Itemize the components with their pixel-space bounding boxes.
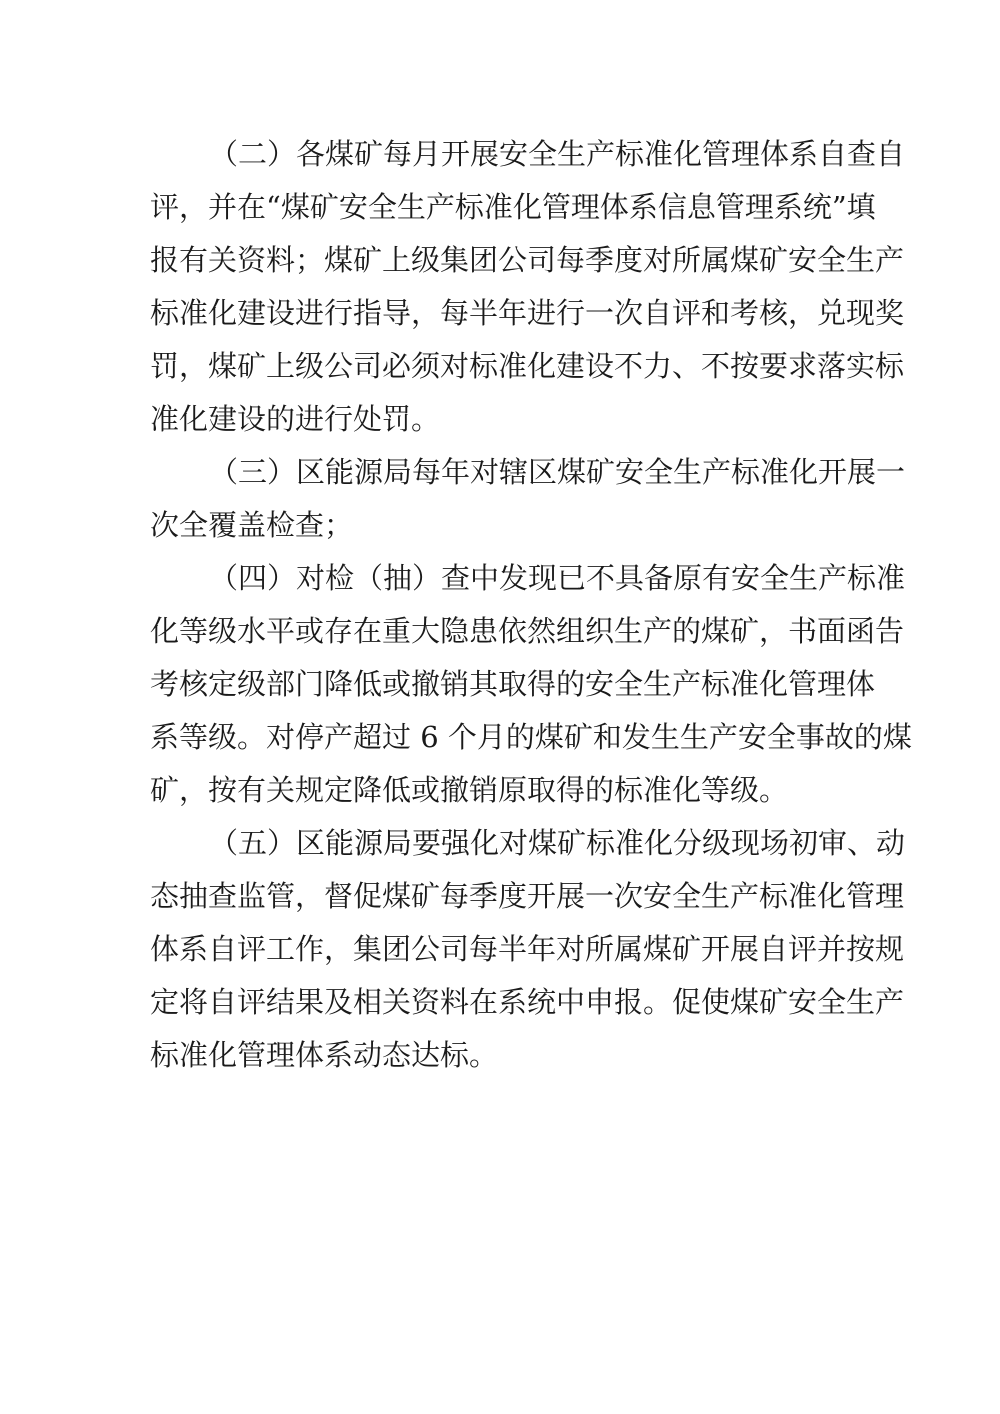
paragraph-5-line-3: 体系自评工作，集团公司每半年对所属煤矿开展自评并按规	[150, 932, 905, 966]
paragraph-4-line-3: 考核定级部门降低或撤销其取得的安全生产标准化管理体	[150, 667, 876, 701]
paragraph-2-line-6: 准化建设的进行处罚。	[150, 402, 441, 436]
paragraph-4-line-5: 矿，按有关规定降低或撤销原取得的标准化等级。	[150, 773, 789, 807]
paragraph-3-line-2: 次全覆盖检查；	[150, 508, 354, 542]
paragraph-2-line-1: （二）各煤矿每月开展安全生产标准化管理体系自查自	[209, 137, 906, 171]
paragraph-4-line-4: 系等级。对停产超过 6 个月的煤矿和发生生产安全事故的煤	[150, 720, 912, 754]
paragraph-5-line-1: （五）区能源局要强化对煤矿标准化分级现场初审、动	[209, 826, 906, 860]
paragraph-3-line-1: （三）区能源局每年对辖区煤矿安全生产标准化开展一	[209, 455, 906, 489]
paragraph-5-line-4: 定将自评结果及相关资料在系统中申报。促使煤矿安全生产	[150, 985, 905, 1019]
paragraph-2-line-5: 罚，煤矿上级公司必须对标准化建设不力、不按要求落实标	[150, 349, 905, 383]
paragraph-5-line-5: 标准化管理体系动态达标。	[150, 1038, 499, 1072]
paragraph-4-line-2: 化等级水平或存在重大隐患依然组织生产的煤矿，书面函告	[150, 614, 905, 648]
paragraph-4-line-1: （四）对检（抽）查中发现已不具备原有安全生产标准	[209, 561, 906, 595]
paragraph-2-line-4: 标准化建设进行指导，每半年进行一次自评和考核，兑现奖	[150, 296, 905, 330]
paragraph-2-line-3: 报有关资料；煤矿上级集团公司每季度对所属煤矿安全生产	[150, 243, 905, 277]
paragraph-5-line-2: 态抽查监管，督促煤矿每季度开展一次安全生产标准化管理	[150, 879, 905, 913]
paragraph-2-line-2: 评，并在“煤矿安全生产标准化管理体系信息管理系统”填	[150, 190, 876, 224]
